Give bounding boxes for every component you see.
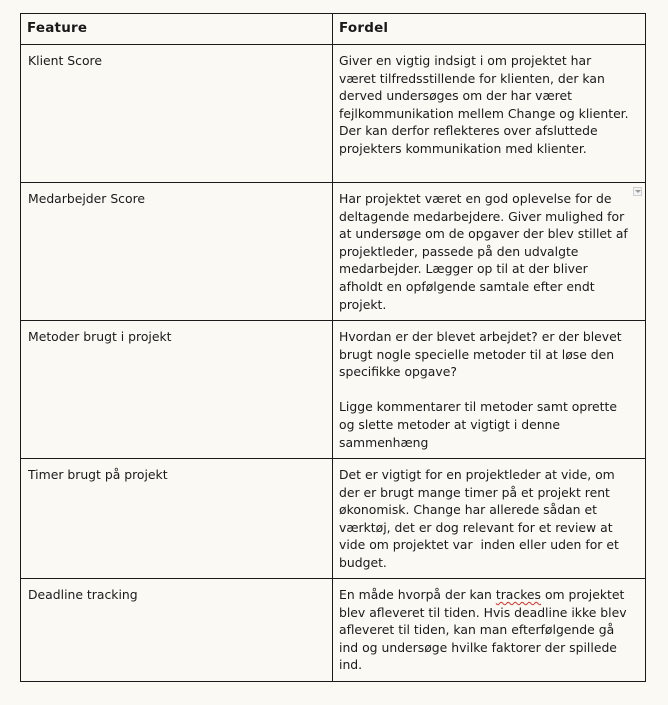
feature-cell[interactable]: Klient Score (21, 45, 333, 183)
feature-benefit-table (20, 13, 646, 682)
table-header-row (21, 14, 646, 45)
header-benefit: Fordel (333, 14, 646, 45)
benefit-paragraph: Ligge kommentarer til metoder samt oprette og slette metoder at vigtigt i denne sammenhæng (339, 399, 617, 450)
feature-cell[interactable]: Timer brugt på projekt (21, 459, 333, 579)
feature-cell[interactable]: Deadline tracking (21, 579, 333, 682)
benefit-cell[interactable] (333, 321, 646, 459)
table-row (21, 183, 646, 321)
table-row (21, 321, 646, 459)
benefit-text-after: om projektet blev afleveret til tiden. Hvis deadline ikke blev afleveret til tiden, kan man efterfølgende gå ind og undersøge hvilke faktorer der spillede ind. (339, 587, 627, 673)
benefit-text: Har projektet været en god oplevelse for de deltagende medarbejdere. Giver mulighed for at undersøge om de opgaver der blev stillet af projektleder, passede på den udvalgte medarbejder. Lægger op til at der bliver afholdt en opfølgende samtale efter endt projekt. (339, 191, 628, 312)
cell-dropdown-icon[interactable] (633, 187, 642, 196)
benefit-text-before: En måde hvorpå der kan (339, 587, 496, 602)
header-feature: Feature (21, 14, 333, 45)
feature-cell[interactable]: Metoder brugt i projekt (21, 321, 333, 459)
benefit-paragraph: Hvordan er der blevet arbejdet? er der blevet brugt nogle specielle metoder til at løse den specifikke opgave? (339, 329, 622, 380)
table-row (21, 459, 646, 579)
table-row (21, 45, 646, 183)
feature-cell[interactable]: Medarbejder Score (21, 183, 333, 321)
benefit-cell[interactable] (333, 183, 646, 321)
benefit-cell-content (339, 190, 631, 313)
benefit-cell[interactable]: Det er vigtigt for en projektleder at vide, om der er brugt mange timer på et projekt rent økonomisk. Change har allerede sådan et værktøj, det er dog relevant for et review at vide om projektet var inden eller uden for et budget. (333, 459, 646, 579)
benefit-cell[interactable] (333, 579, 646, 682)
table-row (21, 579, 646, 682)
benefit-cell[interactable]: Giver en vigtig indsigt i om projektet har været tilfredsstillende for klienten, der kan derved undersøges om der har været fejlkommunikation mellem Change og klienter. Der kan derfor reflekteres over afsluttede projekters kommunikation med klienter. (333, 45, 646, 183)
spellcheck-flagged-word[interactable]: trackes (495, 587, 542, 602)
